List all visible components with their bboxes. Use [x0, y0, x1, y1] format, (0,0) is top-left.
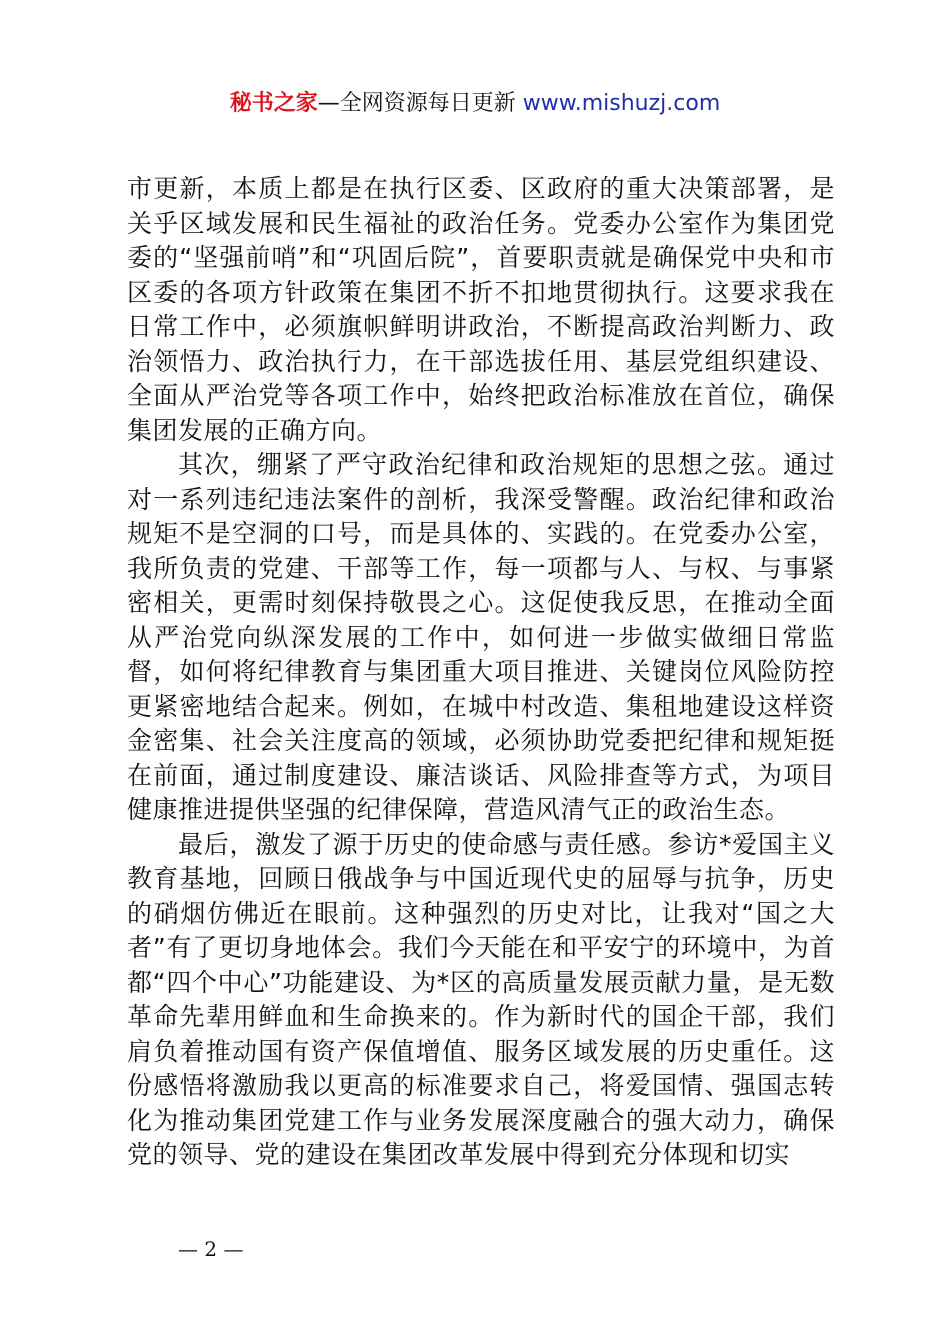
page-header: [0, 88, 950, 120]
paragraph-discipline: 其次，绷紧了严守政治纪律和政治规矩的思想之弦。通过对一系列违纪违法案件的剖析，我深受警醒。政治纪律和政治规矩不是空洞的口号，而是具体的、实践的。在党委办公室，我所负责的党建、干部等工作，每一项都与人、与权、与事紧密相关，更需时刻保持敬畏之心。这促使我反思，在推动全面从严治党向纵深发展的工作中，如何进一步做实做细日常监督，如何将纪律教育与集团重大项目推进、关键岗位风险防控更紧密地结合起来。例如，在城中村改造、集租地建设这样资金密集、社会关注度高的领域，必须协助党委把纪律和规矩挺在前面，通过制度建设、廉洁谈话、风险排查等方式，为项目健康推进提供坚强的纪律保障，营造风清气正的政治生态。: [127, 450, 835, 824]
document-body: [127, 172, 835, 1173]
paragraph-mission: 最后，激发了源于历史的使命感与责任感。参访*爱国主义教育基地，回顾日俄战争与中国近现代史的屈辱与抗争，历史的硝烟仿佛近在眼前。这种强烈的历史对比，让我对“国之大者”有了更切身地体会。我们今天能在和平安宁的环境中，为首都“四个中心”功能建设、为*区的高质量发展贡献力量，是无数革命先辈用鲜血和生命换来的。作为新时代的国企干部，我们肩负着推动国有资产保值增值、服务区域发展的历史重任。这份感悟将激励我以更高的标准要求自己，将爱国情、强国志转化为推动集团党建工作与业务发展深度融合的强大动力，确保党的领导、党的建设在集团改革发展中得到充分体现和切实: [127, 829, 835, 1169]
site-brand: 秘书之家: [229, 91, 318, 116]
site-url-link[interactable]: www.mishuzj.com: [522, 91, 721, 116]
page-number: — 2 —: [178, 1237, 244, 1261]
site-tagline: —全网资源每日更新: [317, 91, 516, 116]
paragraph-continued: 市更新，本质上都是在执行区委、区政府的重大决策部署，是关乎区域发展和民生福祉的政治任务。党委办公室作为集团党委的“坚强前哨”和“巩固后院”，首要职责就是确保党中央和市区委的各项方针政策在集团不折不扣地贯彻执行。这要求我在日常工作中，必须旗帜鲜明讲政治，不断提高政治判断力、政治领悟力、政治执行力，在干部选拔任用、基层党组织建设、全面从严治党等各项工作中，始终把政治标准放在首位，确保集团发展的正确方向。: [127, 174, 835, 445]
